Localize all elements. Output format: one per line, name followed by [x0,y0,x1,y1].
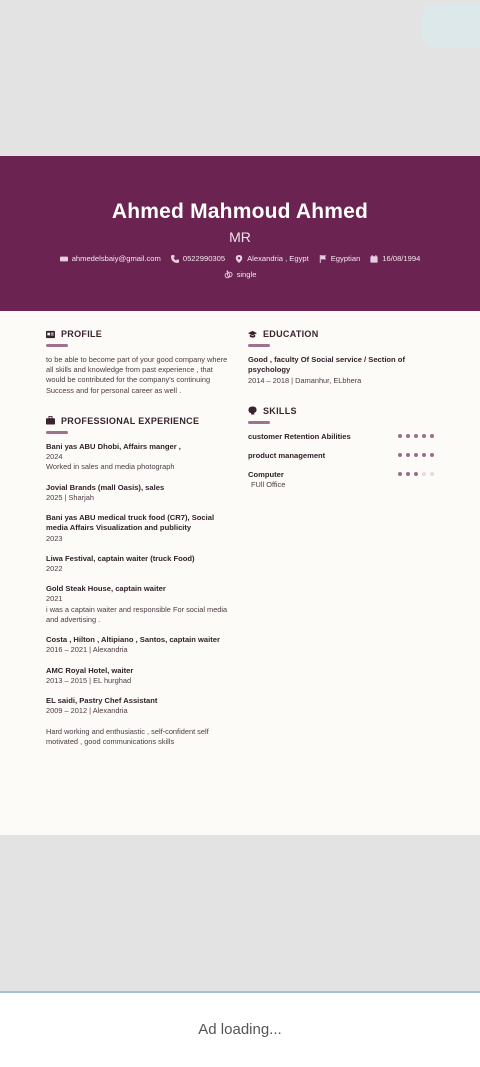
skill-item [248,432,434,442]
phone-icon [171,255,179,263]
section-underline [248,344,270,347]
contact-marital [0,270,480,279]
experience-date: 2023 [46,533,63,543]
skill-level-dot [406,472,410,476]
nationality-text: Egyptian [330,254,361,263]
experience-item [46,666,234,686]
flag-icon [319,255,327,263]
profile-heading [46,329,234,339]
experience-item [46,442,234,473]
skill-level-dot [422,472,426,476]
skill-level-dot [430,453,434,457]
skill-level-dot [414,453,418,457]
right-column [248,329,434,747]
education-heading-text: EDUCATION [263,329,319,339]
experience-date: 2024 [46,452,63,462]
experience-heading-text: PROFESSIONAL EXPERIENCE [61,415,200,426]
section-underline [46,431,68,434]
experience-item [46,554,234,574]
skill-level-dot [430,434,434,438]
experience-title: Bani yas ABU medical truck food (CR7), Social media Affairs Visualization and publicity [46,513,215,533]
experience-title: Liwa Festival, captain waiter (truck Food) [46,553,195,563]
education-heading [248,329,434,339]
experience-item [46,635,234,655]
map-pin-icon [235,255,243,263]
skill-level-dots [398,434,434,438]
contact-email [60,254,161,263]
skill-level-dot [398,472,402,476]
experience-closing: Hard working and enthusiastic , self-confident self motivated , good communications skills [46,726,209,746]
experience-title: Gold Steak House, captain waiter [46,584,166,594]
resume-header [0,156,480,311]
corner-decoration [422,4,480,48]
skill-level-dot [414,472,418,476]
section-underline [46,344,68,347]
name-title: MR [229,229,251,245]
marital-text: single [236,270,257,279]
experience-date: 2022 [46,564,63,573]
skill-level-dot [406,453,410,457]
left-column [46,329,234,747]
experience-title: Bani yas ABU Dhobi, Affairs manger , [46,441,181,451]
profile-heading-text: PROFILE [61,329,103,339]
ad-loading-text: Ad loading... [198,1021,282,1038]
skill-label-group [248,470,285,490]
birthdate-text: 16/08/1994 [382,254,421,263]
skill-level-dot [398,434,402,438]
resume-page [0,156,480,835]
experience-item [46,584,234,625]
skill-label-group [248,432,351,442]
skill-level-dot [414,434,418,438]
skill-level-dot [422,453,426,457]
skill-level-dot [406,434,410,438]
section-underline [248,421,270,424]
skill-level-dots [398,453,434,457]
contact-birthdate [370,254,420,263]
experience-description: Worked in sales and media photograph [46,462,175,472]
education-date: 2014 – 2018 | Damanhur, ELbhera [248,375,362,385]
contact-phone [171,254,225,263]
skill-detail: FUll Office [251,480,286,490]
skill-item [248,451,434,461]
skills-heading [248,406,434,416]
skills-list [248,432,434,491]
experience-list [46,442,234,717]
skill-level-dot [422,434,426,438]
experience-description: i was a captain waiter and responsible For social media and advertising . [46,604,228,624]
skill-level-dot [398,453,402,457]
profile-text: to be able to become part of your good company where all skills and knowledge from past experience , that would be contributed for the company's continuing Success and for personal career as well . [46,355,228,395]
envelope-icon [60,255,68,263]
experience-title: Jovial Brands (mall Oasis), sales [46,482,165,492]
brain-icon [248,406,257,415]
contact-nationality [319,254,361,263]
graduation-cap-icon [248,330,257,339]
experience-date: 2016 – 2021 | Alexandria [46,645,128,655]
calendar-icon [370,255,378,263]
contact-row [0,254,480,263]
skill-name: Computer [248,470,284,480]
email-text: ahmedelsbaiy@gmail.com [71,254,161,263]
experience-item [46,696,234,716]
skill-level-dots [398,472,434,476]
skill-name: customer Retention Abilities [248,431,351,441]
skill-label-group [248,451,325,461]
phone-text: 0522990305 [182,254,226,263]
skill-item [248,470,434,490]
ad-banner[interactable] [0,991,480,1067]
briefcase-icon [46,416,55,425]
experience-title: EL saidi, Pastry Chef Assistant [46,696,158,706]
education-title: Good , faculty Of Social service / Section of psychology [248,355,405,375]
experience-date: 2021 [46,594,63,604]
contact-location [235,254,309,263]
experience-heading [46,416,234,426]
skill-name: product management [248,450,326,460]
experience-item [46,483,234,503]
experience-date: 2025 | Sharjah [46,492,94,502]
experience-date: 2009 – 2012 | Alexandria [46,706,128,716]
experience-item [46,513,234,544]
skills-heading-text: SKILLS [263,405,297,416]
rings-icon [224,270,233,279]
skill-level-dot [430,472,434,476]
experience-title: Costa , Hilton , Altipiano , Santos, captain waiter [46,635,220,645]
experience-title: AMC Royal Hotel, waiter [46,665,134,675]
id-card-icon [46,330,55,339]
experience-date: 2013 – 2015 | EL hurghad [46,675,132,685]
full-name: Ahmed Mahmoud Ahmed [111,200,369,223]
location-text: Alexandria , Egypt [247,254,309,263]
resume-body [0,311,480,747]
